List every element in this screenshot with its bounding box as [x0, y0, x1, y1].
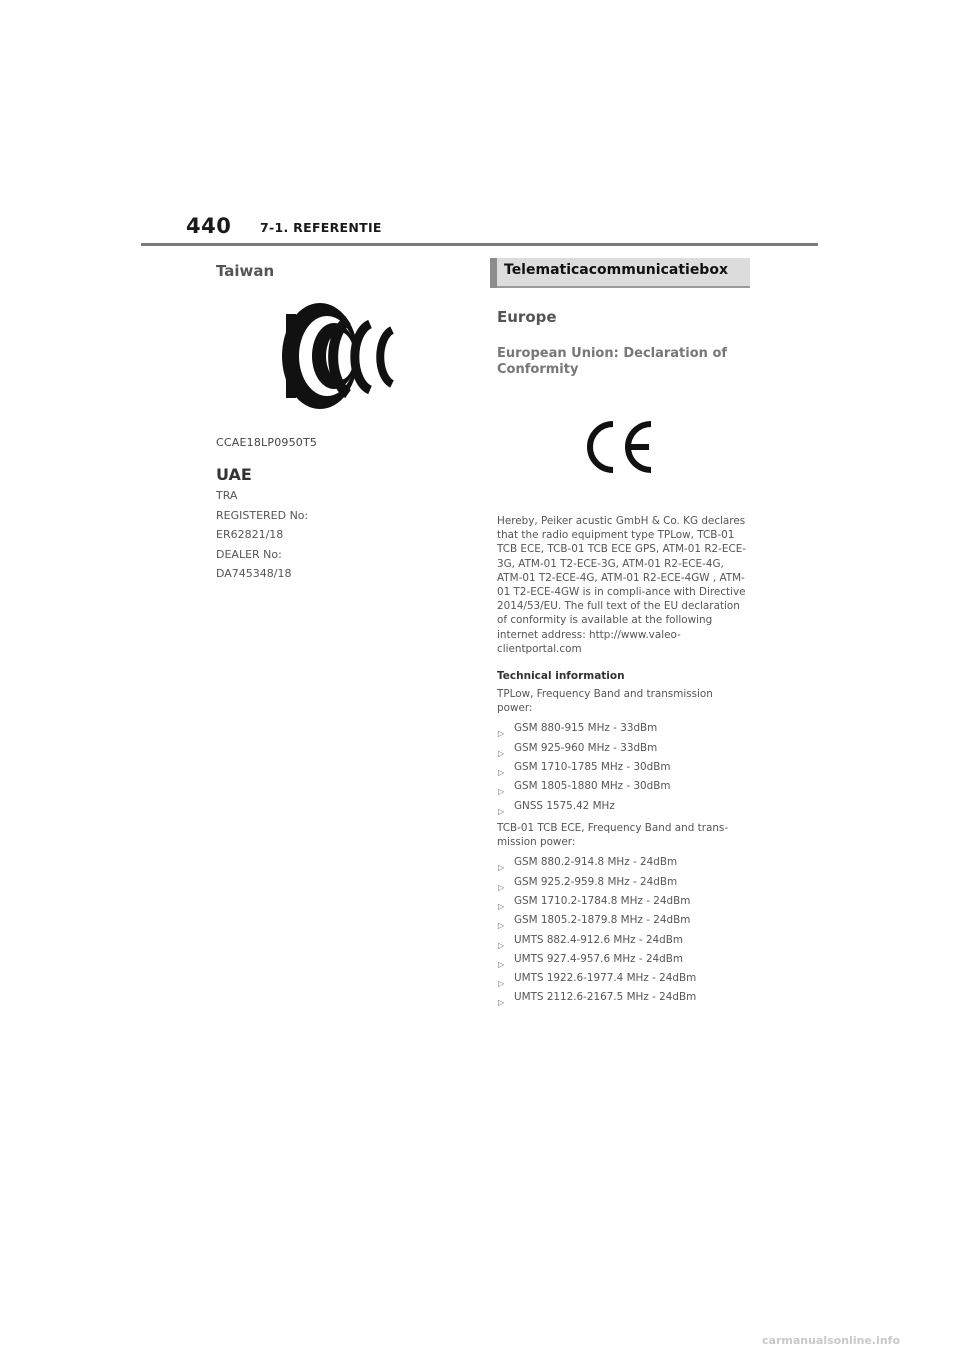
spec-text: UMTS 927.4-957.6 MHz - 24dBm — [514, 952, 684, 965]
list-item — [497, 797, 752, 816]
bullet-triangle-icon: ▷ — [498, 863, 505, 873]
declaration-text: Hereby, Peiker acustic GmbH & Co. KG declares that the radio equipment type TPLow, TCB-01 TCB ECE, TCB-01 TCB ECE GPS, ATM-01 R2-ECE-3G, ATM-01 T2-ECE-3G, ATM-01 R2-ECE-4G, ATM-01 T2-ECE-4G, ATM-01 R2-ECE-4GW , ATM-01 T2-ECE-4GW is in compli-ance with Directive 2014/53/EU. The full text of the EU declaration of conformity is available at the following internet address: http://www.valeo-clientportal.com — [497, 515, 747, 655]
spec-text: GSM 1710.2-1784.8 MHz - 24dBm — [514, 894, 691, 907]
taiwan-certification-code: CCAE18LP0950T5 — [216, 436, 318, 449]
spec-text: GSM 1710-1785 MHz - 30dBm — [514, 761, 671, 774]
bullet-triangle-icon: ▷ — [498, 729, 505, 739]
bullet-triangle-icon: ▷ — [498, 768, 505, 778]
section-banner — [490, 258, 750, 288]
spec-text: GNSS 1575.42 MHz — [514, 799, 615, 812]
eu-declaration-heading: European Union: Declaration of Conformity — [497, 346, 728, 377]
spec-text: GSM 1805.2-1879.8 MHz - 24dBm — [514, 914, 691, 927]
list-item — [497, 988, 752, 1007]
uae-registration-block — [216, 486, 456, 584]
tcb-intro: TCB-01 TCB ECE, Frequency Band and trans-mission power: — [497, 821, 729, 849]
bullet-triangle-icon: ▷ — [498, 998, 505, 1008]
spec-text: GSM 925.2-959.8 MHz - 24dBm — [514, 875, 678, 888]
header-divider — [141, 243, 818, 246]
ce-mark-icon — [583, 418, 657, 476]
page-header — [0, 0, 960, 250]
bullet-triangle-icon: ▷ — [498, 940, 505, 950]
right-column — [490, 258, 752, 1008]
list-item — [497, 739, 752, 758]
uae-line: DEALER No: — [216, 547, 282, 561]
banner-accent-bar — [490, 258, 497, 288]
tcb-spec-list — [497, 853, 752, 1007]
bullet-triangle-icon: ▷ — [498, 882, 505, 892]
bullet-triangle-icon: ▷ — [498, 959, 505, 969]
tplow-spec-list — [497, 719, 752, 815]
left-column — [216, 262, 456, 584]
spec-text: UMTS 882.4-912.6 MHz - 24dBm — [514, 933, 684, 946]
list-item — [497, 719, 752, 738]
uae-line: TRA — [216, 489, 238, 502]
uae-line: DA745348/18 — [216, 567, 292, 580]
bullet-triangle-icon: ▷ — [498, 787, 505, 797]
ncc-logo-icon — [280, 298, 400, 410]
list-item — [497, 911, 752, 930]
list-item — [497, 892, 752, 911]
spec-text: GSM 1805-1880 MHz - 30dBm — [514, 780, 671, 793]
spec-text: UMTS 1922.6-1977.4 MHz - 24dBm — [514, 972, 697, 985]
bullet-triangle-icon: ▷ — [498, 748, 505, 758]
list-item — [497, 758, 752, 777]
technical-info-heading: Technical information — [497, 670, 625, 683]
uae-heading: UAE — [216, 465, 252, 484]
bullet-triangle-icon: ▷ — [498, 979, 505, 989]
banner-title: Telematicacommunicatiebox — [504, 262, 728, 278]
bullet-triangle-icon: ▷ — [498, 901, 505, 911]
section-title: 7-1. REFERENTIE — [260, 220, 382, 235]
list-item — [497, 853, 752, 872]
page-number: 440 — [186, 214, 232, 238]
list-item — [497, 969, 752, 988]
list-item — [497, 873, 752, 892]
europe-heading: Europe — [497, 308, 557, 326]
spec-text: GSM 880.2-914.8 MHz - 24dBm — [514, 856, 678, 869]
uae-line: ER62821/18 — [216, 528, 284, 541]
list-item — [497, 931, 752, 950]
spec-text: GSM 880-915 MHz - 33dBm — [514, 722, 658, 735]
bullet-triangle-icon: ▷ — [498, 806, 505, 816]
taiwan-heading: Taiwan — [216, 262, 275, 280]
tplow-intro: TPLow, Frequency Band and transmission power: — [497, 688, 713, 715]
list-item — [497, 950, 752, 969]
spec-text: UMTS 2112.6-2167.5 MHz - 24dBm — [514, 991, 697, 1004]
uae-line: REGISTERED No: — [216, 508, 309, 522]
spec-text: GSM 925-960 MHz - 33dBm — [514, 741, 658, 754]
list-item — [497, 777, 752, 796]
bullet-triangle-icon: ▷ — [498, 921, 505, 931]
watermark-text: carmanualsonline.info — [762, 1334, 900, 1347]
